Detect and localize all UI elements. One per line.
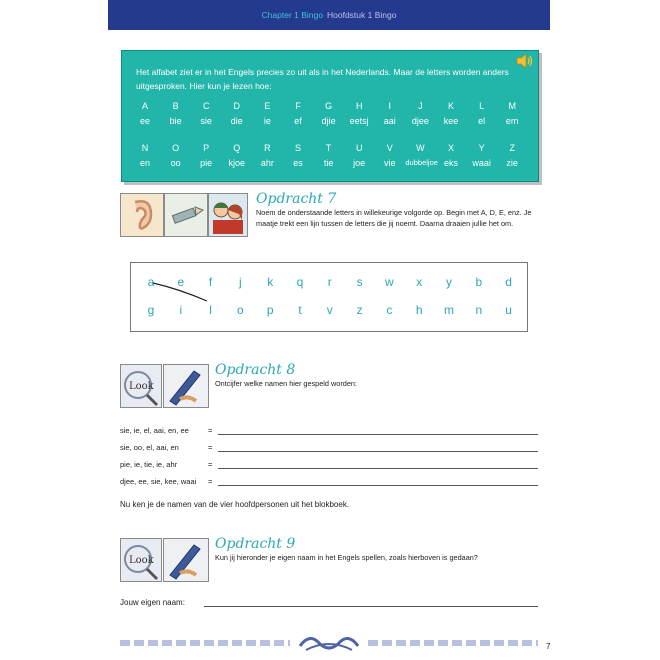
grid-letter[interactable]: p [266,303,274,317]
grid-letter[interactable]: s [356,275,363,289]
alphabet-pronunciation: kjoe [228,158,246,168]
ex8-text: Ontcijfer welke namen hier gespeld worden: [215,379,357,388]
alphabet-cell [344,101,374,126]
pencil-picture [164,193,208,237]
alphabet-cell [497,143,527,168]
grid-letter[interactable]: v [326,303,333,317]
alphabet-pronunciation: eetsj [349,116,369,126]
alphabet-cell [161,143,191,168]
alphabet-cell [130,143,160,168]
alphabet-pronunciation: sie [200,116,212,126]
alphabet-pronunciation: djee [411,116,429,126]
alphabet-cell [344,143,374,168]
alphabet-pronunciation: djie [321,116,336,126]
grid-letter[interactable]: i [179,303,183,317]
alphabet-letter: Q [233,143,241,153]
grid-letter[interactable]: f [208,275,213,289]
alphabet-cell [314,101,344,126]
cipher-label: djee, ee, sie, kee, waai [120,477,197,486]
alphabet-letter: I [388,101,392,111]
alphabet-pronunciation: el [478,116,486,126]
alphabet-pronunciation: ie [263,116,271,126]
look-label: Look [129,381,154,392]
writing-picture-2 [163,538,209,582]
alphabet-pronunciation: dubbeljoe [405,158,438,167]
alphabet-letter: U [355,143,363,153]
grid-letter[interactable]: z [356,303,363,317]
alphabet-letter: J [418,101,423,111]
alphabet-letter: O [172,143,180,153]
answer-line[interactable] [218,468,538,469]
own-name-line[interactable] [204,606,538,607]
alphabet-letter: K [447,101,454,111]
chapter-header [108,0,550,30]
alphabet-box [121,50,539,182]
alphabet-letter: Y [478,143,485,153]
alphabet-letter: S [294,143,301,153]
alphabet-cell [405,101,435,126]
grid-letter[interactable]: l [209,303,212,317]
alphabet-cell [283,143,313,168]
alphabet-cell [436,143,466,168]
own-name-label: Jouw eigen naam: [120,598,185,607]
equals-sign: = [208,460,213,469]
grid-letter[interactable]: x [416,275,423,289]
answer-line[interactable] [218,451,538,452]
alphabet-letter: Z [509,143,515,153]
alphabet-letter: N [141,143,149,153]
cipher-label: sie, oo, el, aai, en [120,443,179,452]
equals-sign: = [208,443,213,452]
grid-letter[interactable]: m [444,303,454,317]
alphabet-pronunciation: aai [383,116,396,126]
alphabet-letter: G [325,101,333,111]
grid-letter[interactable]: o [237,303,244,317]
ex9-text: Kun jij hieronder je eigen naam in het Engels spellen, zoals hierboven is gedaan? [215,553,478,562]
cipher-label: pie, ie, tie, ie, ahr [120,460,178,469]
alphabet-pronunciation: oo [170,158,181,168]
alphabet-intro: Het alfabet ziet er in het Engels precies zo uit als in het Nederlands. Maar de letters worden anders uitgesproken. Hier kun je lezen hoe: [136,67,509,91]
grid-letter[interactable]: q [296,275,304,289]
ex9-title: Opdracht 9 [215,536,296,552]
alphabet-pronunciation: pie [200,158,213,168]
alphabet-pronunciation: tie [323,158,334,168]
grid-letter[interactable]: r [327,275,332,289]
equals-sign: = [208,477,213,486]
page-number: 7 [546,642,551,651]
decorative-border [120,632,538,654]
ear-picture [120,193,164,237]
alphabet-cell [222,143,252,168]
ex7-text: Noem de onderstaande letters in willekeurige volgorde op. Begin met A, D, E, enz. Je maatje trekt een lijn tussen de letters die jij noemt. Daarna draaien jullie het om. [256,208,532,228]
header-title [108,10,550,20]
alphabet-pronunciation: waai [472,158,491,168]
alphabet-letter: V [386,143,393,153]
look-picture [120,364,162,408]
alphabet-pronunciation: bie [169,116,182,126]
alphabet-pronunciation: ee [139,116,150,126]
equals-sign: = [208,426,213,435]
cipher-label: sie, ie, el, aai, en, ee [120,426,189,435]
alphabet-cell [467,143,497,168]
alphabet-pronunciation: em [505,116,519,126]
alphabet-cell [222,101,252,126]
alphabet-letter: D [233,101,241,111]
alphabet-letter: X [447,143,454,153]
alphabet-cell [283,101,313,126]
alphabet-letter: A [141,101,148,111]
alphabet-cell [436,101,466,126]
alphabet-pronunciation: zie [506,158,518,168]
connecting-line [131,263,527,331]
look-picture-2 [120,538,162,582]
alphabet-pronunciation: vie [384,158,396,168]
grid-letter[interactable]: b [475,275,483,289]
alphabet-letter: L [479,101,485,111]
alphabet-letter: H [355,101,363,111]
grid-letter[interactable]: e [177,275,185,289]
alphabet-letter: W [416,143,425,153]
alphabet-letter: P [203,143,210,153]
children-picture [208,193,248,237]
grid-letter[interactable]: j [239,275,242,289]
ex7-title: Opdracht 7 [256,191,337,207]
answer-line[interactable] [218,485,538,486]
alphabet-cell [130,101,160,126]
alphabet-letter: F [295,101,301,111]
alphabet-pronunciation: en [139,158,150,168]
look-label-2: Look [129,555,154,566]
alphabet-table [122,51,538,181]
alphabet-letter: B [172,101,179,111]
header-chapter-en: Chapter 1 Bingo [261,10,323,20]
alphabet-cell [375,143,405,168]
grid-letter[interactable]: a [147,275,155,289]
header-chapter-nl: Hoofdstuk 1 Bingo [326,10,397,20]
writing-picture [163,364,209,408]
alphabet-pronunciation: ef [294,116,302,126]
alphabet-pronunciation: ahr [260,158,274,168]
alphabet-letter: T [325,143,332,153]
ex8-title: Opdracht 8 [215,362,296,378]
grid-letter[interactable]: d [505,275,512,289]
grid-letter[interactable]: c [386,303,393,317]
grid-letter[interactable]: t [298,303,302,317]
alphabet-cell [191,143,221,168]
alphabet-pronunciation: kee [443,116,459,126]
alphabet-cell [252,143,282,168]
grid-letter[interactable]: w [385,275,394,289]
grid-letter[interactable]: h [415,303,423,317]
alphabet-pronunciation: joe [353,158,366,168]
alphabet-pronunciation: es [293,158,303,168]
alphabet-cell [497,101,527,126]
grid-letter[interactable]: u [505,303,512,317]
alphabet-cell [191,101,221,126]
answer-line[interactable] [218,434,538,435]
letter-grid [130,262,528,332]
grid-letter[interactable]: g [147,303,155,317]
alphabet-letter: C [202,101,210,111]
grid-letter[interactable]: k [267,275,274,289]
ex8-closing: Nu ken je de namen van de vier hoofdpersonen uit het blokboek. [120,500,350,509]
alphabet-pronunciation: die [230,116,243,126]
grid-letter[interactable]: y [446,275,452,289]
alphabet-pronunciation: eks [443,158,458,168]
alphabet-letter: E [264,101,271,111]
alphabet-cell [405,143,438,167]
alphabet-cell [314,143,344,168]
alphabet-letter: M [508,101,516,111]
alphabet-letter: R [264,143,271,153]
grid-letter[interactable]: n [475,303,483,317]
alphabet-cell [161,101,191,126]
alphabet-cell [375,101,405,126]
alphabet-cell [252,101,282,126]
alphabet-cell [467,101,497,126]
